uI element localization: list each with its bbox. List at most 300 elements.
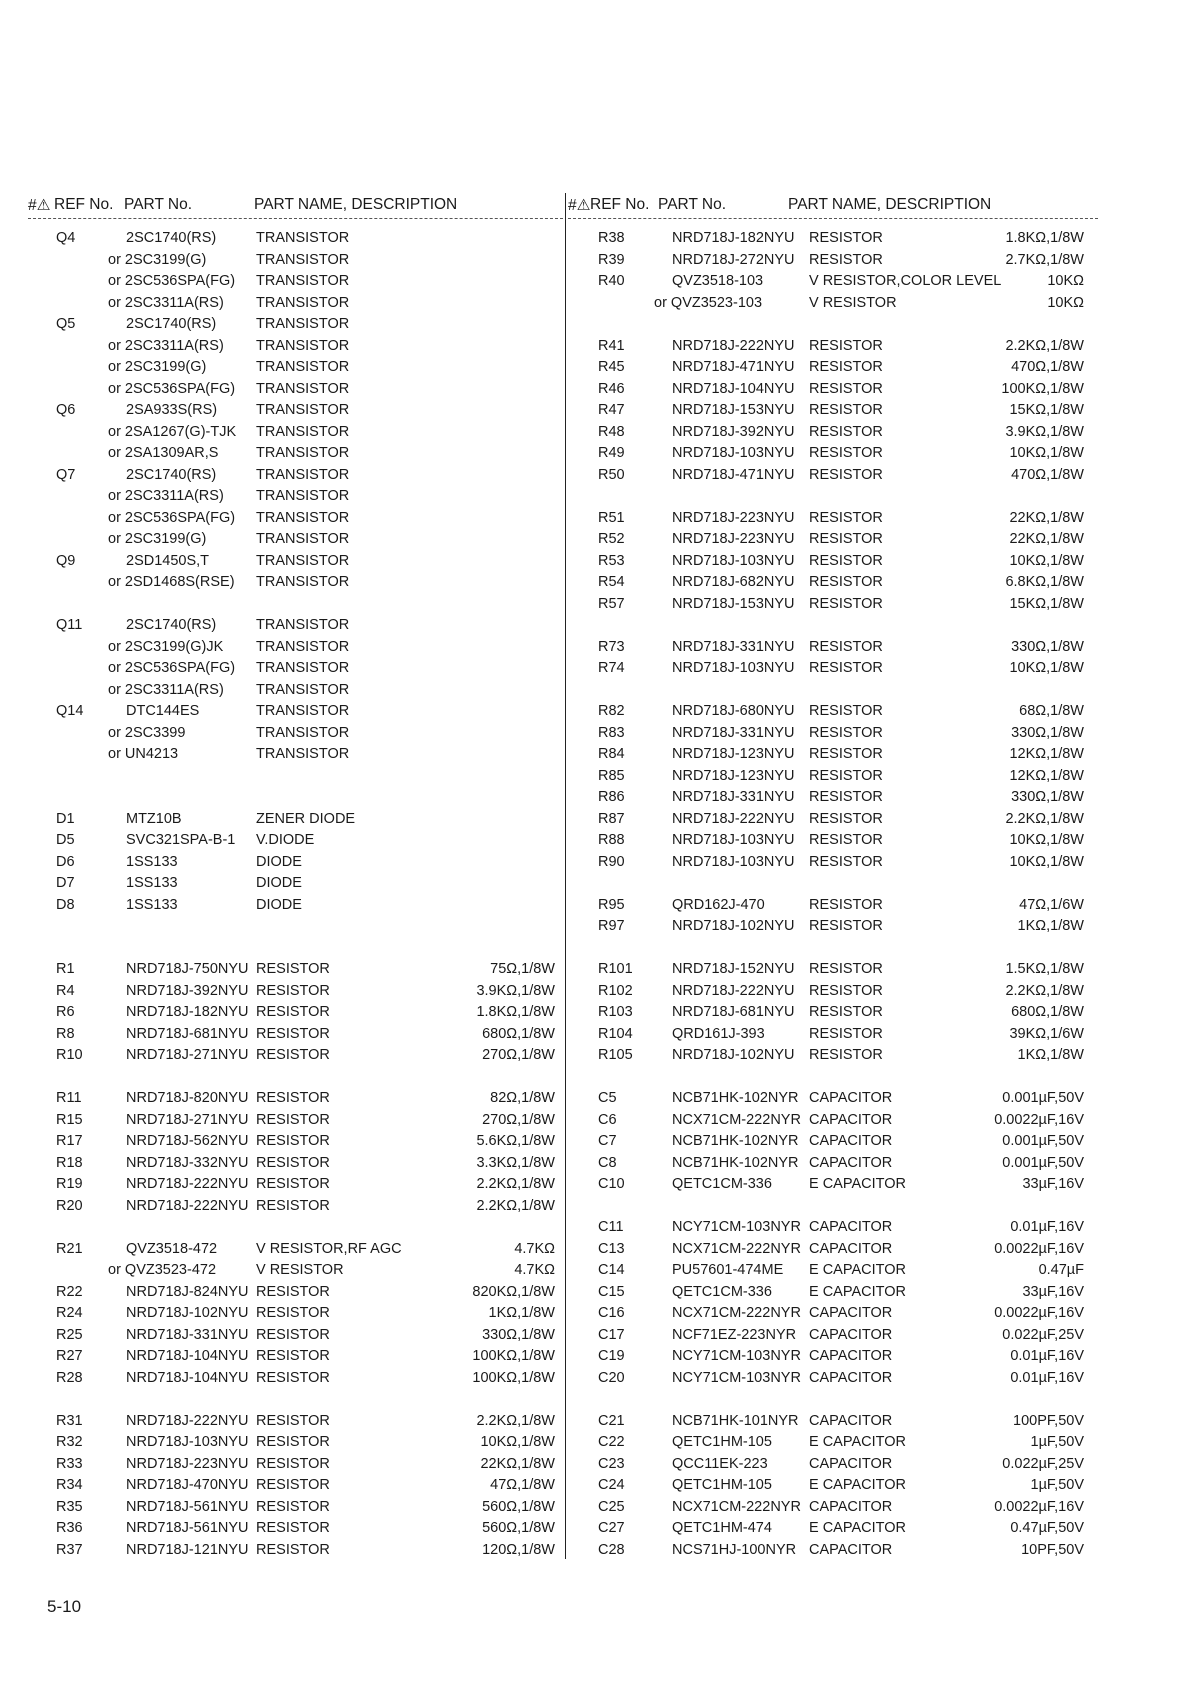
value-cell: 560Ω,1/8W	[482, 1498, 555, 1515]
table-row	[568, 486, 1098, 508]
part-no-cell: NRD718J-223NYU	[672, 509, 795, 526]
description-cell: RESISTOR	[256, 1498, 330, 1515]
description-cell: TRANSISTOR	[256, 703, 350, 719]
table-row	[28, 1389, 563, 1411]
ref-cell: R17	[56, 1133, 83, 1149]
table-row	[28, 1024, 563, 1046]
part-no-cell: QRD161J-393	[672, 1025, 765, 1042]
description-cell: RESISTOR	[809, 337, 883, 354]
ref-cell: Q4	[56, 230, 76, 246]
value-cell: 10KΩ,1/8W	[1009, 660, 1084, 676]
table-row	[28, 486, 563, 508]
part-no-cell: NCB71HK-102NYR	[672, 1133, 799, 1149]
part-no-cell: NRD718J-103NYU	[672, 445, 795, 461]
table-row	[568, 787, 1098, 809]
description-cell: RESISTOR	[809, 574, 883, 590]
description-cell: CAPACITOR	[809, 1412, 893, 1429]
value-cell: 330Ω,1/8W	[1011, 789, 1084, 805]
part-no-cell: NCY71CM-103NYR	[672, 1348, 801, 1364]
table-row	[568, 809, 1098, 831]
part-no-cell: or 2SC3199(G)	[108, 531, 207, 547]
table-row	[568, 959, 1098, 981]
description-cell: TRANSISTOR	[256, 660, 350, 676]
table-row	[28, 1368, 563, 1390]
description-cell: TRANSISTOR	[256, 316, 350, 332]
value-cell: 10KΩ,1/8W	[1009, 552, 1084, 569]
part-no-cell: NRD718J-222NYU	[672, 810, 795, 827]
ref-cell: R35	[56, 1498, 83, 1515]
table-row	[28, 1174, 563, 1196]
ref-cell: R6	[56, 1004, 75, 1020]
ref-cell: D6	[56, 853, 75, 870]
value-cell: 10KΩ	[1047, 294, 1084, 311]
part-no-cell: NRD718J-104NYU	[672, 380, 795, 397]
value-cell: 0.0022µF,16V	[994, 1498, 1084, 1515]
description-cell: RESISTOR	[256, 1047, 330, 1063]
value-cell: 0.0022µF,16V	[994, 1305, 1084, 1321]
part-no-cell: NRD718J-561NYU	[126, 1498, 249, 1515]
value-cell: 22KΩ,1/8W	[1009, 531, 1084, 547]
description-cell: RESISTOR	[256, 1111, 330, 1128]
table-row	[28, 1110, 563, 1132]
ref-cell: C25	[598, 1498, 625, 1515]
description-cell: RESISTOR	[256, 1305, 330, 1321]
description-cell: RESISTOR	[256, 1197, 330, 1214]
ref-cell: C8	[598, 1154, 617, 1171]
part-no-cell: QETC1CM-336	[672, 1176, 772, 1192]
part-no-cell: 2SC1740(RS)	[126, 316, 217, 332]
table-row	[568, 938, 1098, 960]
description-cell: RESISTOR	[256, 1133, 330, 1149]
table-header-left	[28, 196, 563, 219]
table-row	[28, 1518, 563, 1540]
part-no-cell: QVZ3518-103	[672, 273, 764, 289]
description-cell: TRANSISTOR	[256, 466, 350, 483]
ref-cell: R49	[598, 445, 625, 461]
part-no-cell: NRD718J-123NYU	[672, 746, 795, 762]
part-no-cell: or 2SC3399	[108, 724, 186, 741]
description-cell: RESISTOR	[809, 380, 883, 397]
ref-cell: R10	[56, 1047, 83, 1063]
ref-no-header: REF No.	[54, 196, 114, 213]
table-body-left	[28, 228, 563, 1561]
table-row	[568, 443, 1098, 465]
value-cell: 12KΩ,1/8W	[1009, 767, 1084, 784]
page-number: 5-10	[47, 1597, 82, 1616]
part-no-cell: NRD718J-331NYU	[672, 789, 795, 805]
table-row	[28, 1239, 563, 1261]
table-row	[28, 293, 563, 315]
ref-cell: R88	[598, 832, 625, 848]
description-cell: RESISTOR	[256, 1541, 330, 1558]
table-row	[28, 830, 563, 852]
description-cell: V RESISTOR	[809, 294, 897, 311]
ref-cell: Q6	[56, 402, 76, 418]
value-cell: 4.7KΩ	[514, 1262, 555, 1278]
table-row	[568, 465, 1098, 487]
table-row	[568, 766, 1098, 788]
description-cell: RESISTOR	[809, 423, 883, 440]
description-cell: RESISTOR	[256, 1326, 330, 1343]
table-row	[28, 1325, 563, 1347]
description-cell: E CAPACITOR	[809, 1262, 906, 1278]
description-cell: RESISTOR	[809, 531, 883, 547]
description-cell: RESISTOR	[809, 789, 883, 805]
safety-mark-header: #⚠	[568, 197, 591, 214]
part-no-cell: NCX71CM-222NYR	[672, 1111, 801, 1128]
ref-cell: R8	[56, 1025, 75, 1042]
part-no-cell: NRD718J-103NYU	[126, 1434, 249, 1450]
description-cell: RESISTOR	[256, 1154, 330, 1171]
description-cell: TRANSISTOR	[256, 359, 350, 375]
table-row	[568, 1368, 1098, 1390]
table-row	[568, 1260, 1098, 1282]
table-row	[28, 658, 563, 680]
part-no-cell: NRD718J-392NYU	[126, 982, 249, 999]
ref-cell: D8	[56, 896, 75, 913]
part-no-cell: NCY71CM-103NYR	[672, 1369, 801, 1386]
part-no-cell: NRD718J-561NYU	[126, 1520, 249, 1536]
table-row	[568, 1432, 1098, 1454]
ref-cell: R20	[56, 1197, 83, 1214]
table-body-right	[568, 228, 1098, 1561]
value-cell: 75Ω,1/8W	[490, 961, 555, 977]
table-row	[28, 1282, 563, 1304]
part-no-cell: or 2SC536SPA(FG)	[108, 509, 236, 526]
ref-cell: R41	[598, 337, 625, 354]
description-cell: RESISTOR	[809, 767, 883, 784]
description-cell: RESISTOR	[809, 638, 883, 655]
part-no-cell: NRD718J-152NYU	[672, 961, 795, 977]
table-row	[28, 443, 563, 465]
table-row	[28, 1454, 563, 1476]
ref-cell: C17	[598, 1326, 625, 1343]
description-cell: TRANSISTOR	[256, 251, 350, 268]
description-cell: RESISTOR	[809, 810, 883, 827]
ref-cell: Q9	[56, 552, 76, 569]
part-no-cell: NRD718J-222NYU	[672, 337, 795, 354]
description-cell: RESISTOR	[809, 359, 883, 375]
description-cell: TRANSISTOR	[256, 488, 350, 504]
value-cell: 2.2KΩ,1/8W	[476, 1412, 555, 1429]
part-no-cell: NCB71HK-102NYR	[672, 1090, 799, 1106]
part-no-cell: NRD718J-103NYU	[672, 552, 795, 569]
table-row	[568, 271, 1098, 293]
table-row	[28, 314, 563, 336]
value-cell: 560Ω,1/8W	[482, 1520, 555, 1536]
description-cell: V RESISTOR,RF AGC	[256, 1240, 402, 1257]
ref-cell: C13	[598, 1240, 625, 1257]
table-row	[568, 1217, 1098, 1239]
value-cell: 82Ω,1/8W	[490, 1090, 555, 1106]
part-no-cell: NRD718J-153NYU	[672, 402, 795, 418]
part-no-cell: NRD718J-272NYU	[672, 251, 795, 268]
part-no-cell: SVC321SPA-B-1	[126, 832, 236, 848]
table-row	[28, 250, 563, 272]
description-cell: RESISTOR	[256, 1283, 330, 1300]
ref-cell: R73	[598, 638, 625, 655]
part-no-cell: or 2SC3311A(RS)	[108, 681, 224, 698]
part-no-cell: or 2SA1309AR,S	[108, 445, 219, 461]
value-cell: 15KΩ,1/8W	[1009, 595, 1084, 612]
description-cell: RESISTOR	[256, 1520, 330, 1536]
part-no-cell: MTZ10B	[126, 810, 182, 827]
ref-cell: R33	[56, 1455, 83, 1472]
table-row	[568, 551, 1098, 573]
description-cell: RESISTOR	[809, 1025, 883, 1042]
part-no-cell: NRD718J-104NYU	[126, 1348, 249, 1364]
description-cell: RESISTOR	[256, 1090, 330, 1106]
table-row	[28, 422, 563, 444]
parts-table-left	[28, 196, 563, 1561]
part-no-cell: NRD718J-470NYU	[126, 1477, 249, 1493]
part-no-cell: NCX71CM-222NYR	[672, 1498, 801, 1515]
description-cell: RESISTOR	[256, 1412, 330, 1429]
description-cell: TRANSISTOR	[256, 746, 350, 762]
description-cell: TRANSISTOR	[256, 294, 350, 311]
table-row	[568, 314, 1098, 336]
table-row	[568, 723, 1098, 745]
ref-cell: R31	[56, 1412, 83, 1429]
table-row	[568, 852, 1098, 874]
value-cell: 0.01µF,16V	[1010, 1219, 1084, 1235]
table-row	[568, 1282, 1098, 1304]
ref-cell: R105	[598, 1047, 633, 1063]
description-cell: RESISTOR	[809, 1004, 883, 1020]
column-divider	[565, 193, 566, 1559]
description-cell: TRANSISTOR	[256, 574, 350, 590]
table-row	[568, 594, 1098, 616]
table-row	[568, 1518, 1098, 1540]
value-cell: 10KΩ	[1047, 273, 1084, 289]
value-cell: 12KΩ,1/8W	[1009, 746, 1084, 762]
part-no-cell: or 2SC3311A(RS)	[108, 488, 224, 504]
ref-cell: C11	[598, 1219, 624, 1235]
table-row	[28, 680, 563, 702]
ref-cell: R82	[598, 703, 625, 719]
value-cell: 1KΩ,1/8W	[488, 1305, 555, 1321]
value-cell: 22KΩ,1/8W	[1009, 509, 1084, 526]
value-cell: 3.9KΩ,1/8W	[1005, 423, 1084, 440]
ref-cell: C7	[598, 1133, 617, 1149]
safety-mark-header: #⚠	[28, 197, 51, 214]
ref-cell: R18	[56, 1154, 83, 1171]
ref-cell: R52	[598, 531, 625, 547]
description-cell: TRANSISTOR	[256, 509, 350, 526]
description-cell: RESISTOR	[809, 746, 883, 762]
part-no-cell: NRD718J-103NYU	[672, 660, 795, 676]
ref-cell: R57	[598, 595, 625, 612]
part-no-cell: NRD718J-682NYU	[672, 574, 795, 590]
description-cell: CAPACITOR	[809, 1154, 893, 1171]
description-cell: RESISTOR	[256, 1025, 330, 1042]
description-cell: E CAPACITOR	[809, 1434, 906, 1450]
part-no-cell: NRD718J-153NYU	[672, 595, 795, 612]
part-no-cell: NRD718J-331NYU	[672, 724, 795, 741]
value-cell: 68Ω,1/8W	[1019, 703, 1084, 719]
description-cell: TRANSISTOR	[256, 337, 350, 354]
description-cell: RESISTOR	[256, 1477, 330, 1493]
part-no-cell: NRD718J-102NYU	[672, 1047, 795, 1063]
part-no-cell: NRD718J-103NYU	[672, 853, 795, 870]
table-row	[28, 357, 563, 379]
table-row	[568, 379, 1098, 401]
value-cell: 0.01µF,16V	[1010, 1369, 1084, 1386]
table-row	[28, 1067, 563, 1089]
table-row	[568, 1153, 1098, 1175]
table-row	[568, 357, 1098, 379]
table-row	[28, 508, 563, 530]
ref-cell: Q11	[56, 617, 83, 633]
value-cell: 2.2KΩ,1/8W	[476, 1176, 555, 1192]
value-cell: 2.2KΩ,1/8W	[1005, 337, 1084, 354]
description-cell: RESISTOR	[256, 1004, 330, 1020]
table-row	[28, 766, 563, 788]
ref-cell: R46	[598, 380, 625, 397]
table-row	[28, 1497, 563, 1519]
part-no-cell: QRD162J-470	[672, 896, 765, 913]
description-cell: TRANSISTOR	[256, 273, 350, 289]
ref-cell: R95	[598, 896, 625, 913]
value-cell: 0.022µF,25V	[1002, 1455, 1084, 1472]
ref-cell: R11	[56, 1090, 82, 1106]
table-row	[28, 701, 563, 723]
table-row	[568, 1174, 1098, 1196]
description-cell: TRANSISTOR	[256, 402, 350, 418]
description-cell: RESISTOR	[809, 896, 883, 913]
table-row	[568, 1475, 1098, 1497]
ref-cell: R51	[598, 509, 625, 526]
table-row	[568, 508, 1098, 530]
description-cell: CAPACITOR	[809, 1111, 893, 1128]
table-row	[28, 271, 563, 293]
table-row	[28, 1540, 563, 1562]
value-cell: 0.001µF,50V	[1002, 1090, 1084, 1106]
value-cell: 680Ω,1/8W	[482, 1025, 555, 1042]
part-no-cell: 2SC1740(RS)	[126, 617, 217, 633]
part-no-cell: or 2SA1267(G)-TJK	[108, 423, 237, 440]
part-no-cell: 2SC1740(RS)	[126, 230, 217, 246]
description-cell: TRANSISTOR	[256, 380, 350, 397]
value-cell: 100KΩ,1/8W	[1001, 380, 1084, 397]
description-cell: RESISTOR	[809, 961, 883, 977]
value-cell: 1KΩ,1/8W	[1017, 918, 1084, 934]
table-row	[28, 1411, 563, 1433]
part-no-cell: 1SS133	[126, 896, 178, 913]
ref-cell: C28	[598, 1541, 625, 1558]
part-no-cell: or 2SC536SPA(FG)	[108, 380, 236, 397]
table-row	[28, 981, 563, 1003]
value-cell: 0.47µF	[1038, 1262, 1084, 1278]
value-cell: 3.3KΩ,1/8W	[476, 1154, 555, 1171]
description-cell: CAPACITOR	[809, 1348, 893, 1364]
part-no-cell: or 2SD1468S(RSE)	[108, 574, 235, 590]
table-row	[568, 336, 1098, 358]
table-row	[568, 529, 1098, 551]
ref-cell: R19	[56, 1176, 83, 1192]
table-header-right	[568, 196, 1098, 219]
table-row	[568, 873, 1098, 895]
ref-no-header: REF No.	[590, 196, 650, 213]
value-cell: 5.6KΩ,1/8W	[476, 1133, 555, 1149]
description-cell: RESISTOR	[256, 982, 330, 999]
ref-cell: R85	[598, 767, 625, 784]
table-row	[568, 701, 1098, 723]
description-cell: RESISTOR	[809, 595, 883, 612]
description-cell: DIODE	[256, 875, 302, 891]
part-no-cell: NRD718J-332NYU	[126, 1154, 249, 1171]
ref-cell: R45	[598, 359, 625, 375]
value-cell: 1.8KΩ,1/8W	[476, 1004, 555, 1020]
description-cell: CAPACITOR	[809, 1219, 893, 1235]
part-no-cell: NRD718J-222NYU	[126, 1197, 249, 1214]
table-row	[28, 1045, 563, 1067]
value-cell: 120Ω,1/8W	[482, 1541, 555, 1558]
table-row	[568, 1110, 1098, 1132]
value-cell: 10KΩ,1/8W	[1009, 445, 1084, 461]
part-no-cell: NRD718J-121NYU	[126, 1541, 249, 1558]
ref-cell: R74	[598, 660, 625, 676]
part-no-cell: NRD718J-182NYU	[672, 230, 795, 246]
ref-cell: R50	[598, 466, 625, 483]
description-cell: RESISTOR	[256, 1434, 330, 1450]
ref-cell: R22	[56, 1283, 83, 1300]
table-row	[568, 572, 1098, 594]
table-row	[28, 1131, 563, 1153]
table-row	[568, 1002, 1098, 1024]
value-cell: 100PF,50V	[1013, 1412, 1084, 1429]
table-row	[568, 658, 1098, 680]
description-cell: CAPACITOR	[809, 1133, 893, 1149]
table-row	[28, 852, 563, 874]
value-cell: 10KΩ,1/8W	[480, 1434, 555, 1450]
table-row	[28, 787, 563, 809]
part-no-cell: NCX71CM-222NYR	[672, 1305, 801, 1321]
part-no-cell: NRD718J-103NYU	[672, 832, 795, 848]
ref-cell: R21	[56, 1240, 83, 1257]
part-no-cell: NCB71HK-102NYR	[672, 1154, 799, 1171]
part-no-cell: NRD718J-102NYU	[126, 1305, 249, 1321]
value-cell: 0.022µF,25V	[1002, 1326, 1084, 1343]
part-no-cell: or 2SC3311A(RS)	[108, 294, 224, 311]
table-row	[568, 830, 1098, 852]
ref-cell: Q14	[56, 703, 84, 719]
ref-cell: R86	[598, 789, 625, 805]
part-no-cell: PU57601-474ME	[672, 1262, 784, 1278]
ref-cell: R25	[56, 1326, 83, 1343]
value-cell: 1KΩ,1/8W	[1017, 1047, 1084, 1063]
part-name-header: PART NAME, DESCRIPTION	[788, 196, 992, 213]
description-cell: E CAPACITOR	[809, 1520, 906, 1536]
part-no-cell: or 2SC536SPA(FG)	[108, 660, 236, 676]
part-no-cell: or 2SC3199(G)	[108, 251, 207, 268]
part-no-cell: 2SA933S(RS)	[126, 402, 218, 418]
ref-cell: C10	[598, 1176, 625, 1192]
part-no-cell: NRD718J-680NYU	[672, 703, 795, 719]
table-row	[28, 1196, 563, 1218]
table-row	[28, 1153, 563, 1175]
part-no-cell: NRD718J-222NYU	[126, 1412, 249, 1429]
value-cell: 330Ω,1/8W	[1011, 724, 1084, 741]
ref-cell: R103	[598, 1004, 633, 1020]
ref-cell: R27	[56, 1348, 83, 1364]
table-row	[568, 615, 1098, 637]
part-no-cell: NCB71HK-101NYR	[672, 1412, 799, 1429]
ref-cell: R39	[598, 251, 625, 268]
table-row	[28, 1088, 563, 1110]
description-cell: TRANSISTOR	[256, 617, 350, 633]
value-cell: 15KΩ,1/8W	[1009, 402, 1084, 418]
